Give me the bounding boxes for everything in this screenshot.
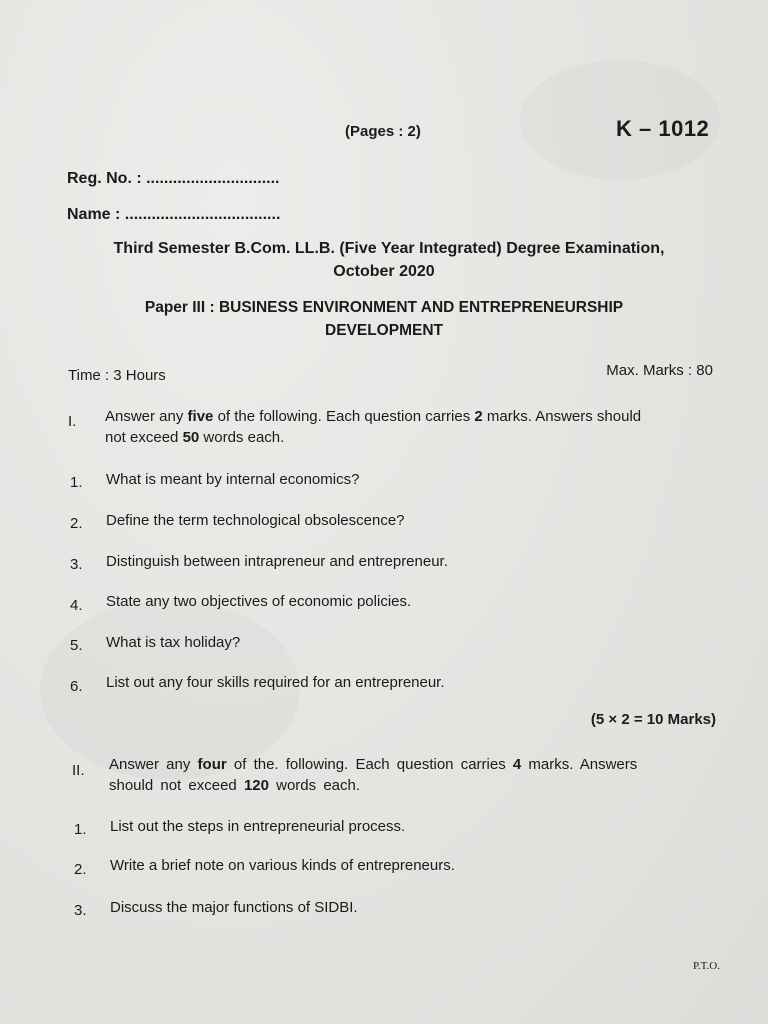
- question-number: 6.: [70, 678, 83, 695]
- section-instructions: Answer any four of the. following. Each question carries 4 marks. Answers should not exceed 120 words each.: [109, 756, 638, 794]
- section-numeral: I.: [68, 413, 77, 430]
- question-text: Discuss the major functions of SIDBI.: [110, 899, 358, 916]
- question-text: Write a brief note on various kinds of entrepreneurs.: [110, 857, 455, 874]
- please-turn-over: P.T.O.: [693, 960, 720, 972]
- question-text: State any two objectives of economic policies.: [106, 593, 412, 610]
- reg-no-field: Reg. No. : ..............................: [67, 170, 280, 187]
- question-text: Define the term technological obsolescence?: [106, 512, 405, 529]
- question-number: 1.: [70, 474, 83, 491]
- time-allowed: Time : 3 Hours: [68, 367, 166, 384]
- question-number: 2.: [74, 861, 87, 878]
- name-field: Name : ...................................: [67, 206, 281, 223]
- question-text: List out the steps in entrepreneurial process.: [110, 818, 406, 835]
- question-text: What is tax holiday?: [106, 634, 241, 651]
- page-count: (Pages : 2): [345, 123, 421, 140]
- section-marks-total: (5 × 2 = 10 Marks): [590, 711, 716, 728]
- exam-title: Third Semester B.Com. LL.B. (Five Year Integrated) Degree Examination,: [113, 240, 665, 257]
- question-number: 2.: [70, 515, 83, 532]
- question-number: 3.: [70, 556, 83, 573]
- section-numeral: II.: [72, 762, 85, 779]
- section-instructions: Answer any five of the following. Each question carries 2 marks. Answers should not exceed 50 words each.: [105, 408, 642, 446]
- question-text: What is meant by internal economics?: [106, 471, 360, 488]
- paper-title-continued: DEVELOPMENT: [325, 322, 443, 339]
- question-number: 4.: [70, 597, 83, 614]
- max-marks: Max. Marks : 80: [606, 362, 713, 379]
- question-number: 3.: [74, 902, 87, 919]
- question-text: Distinguish between intrapreneur and entrepreneur.: [106, 553, 448, 570]
- question-text: List out any four skills required for an entrepreneur.: [106, 674, 445, 691]
- question-number: 1.: [74, 821, 87, 838]
- paper-code: K – 1012: [616, 116, 710, 141]
- paper-title: Paper III : BUSINESS ENVIRONMENT AND ENTREPRENEURSHIP: [144, 299, 624, 316]
- exam-date: October 2020: [333, 263, 435, 280]
- question-number: 5.: [70, 637, 83, 654]
